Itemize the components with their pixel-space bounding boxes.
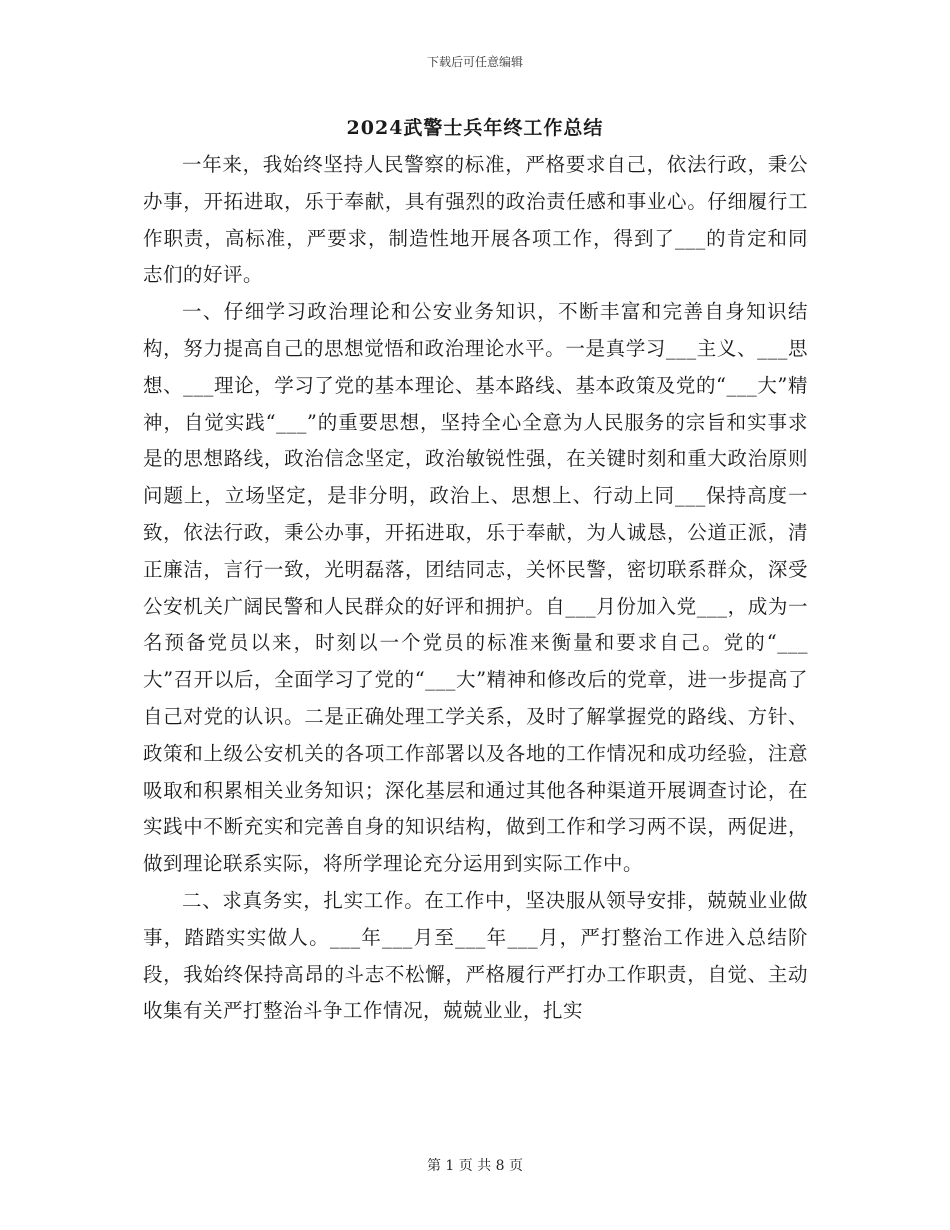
paragraph-section-1: 一、仔细学习政治理论和公安业务知识，不断丰富和完善自身知识结构，努力提高自己的思想觉悟和政治理论水平。一是真学习___主义、___思想、___理论，学习了党的基本理论、基本路线、基本政策及党的“___大”精神，自觉实践“___”的重要思想，坚持全心全意为人民服务的宗旨和实事求是的思想路线，政治信念坚定，政治敏锐性强，在关键时刻和重大政治原则问题上，立场坚定，是非分明，政治上、思想上、行动上同___保持高度一致，依法行政，秉公办事，开拓进取，乐于奉献，为人诚恳，公道正派，清正廉洁，言行一致，光明磊落，团结同志，关怀民警，密切联系群众，深受公安机关广阔民警和人民群众的好评和拥护。自___月份加入党___，成为一名预备党员以来，时刻以一个党员的标准来衡量和要求自己。党的“___大”召开以后，全面学习了党的“___大”精神和修改后的党章，进一步提高了自己对党的认识。二是正确处理工学关系，及时了解掌握党的路线、方针、政策和上级公安机关的各项工作部署以及各地的工作情况和成功经验，注意吸取和积累相关业务知识；深化基层和通过其他各种渠道开展调查讨论，在实践中不断充实和完善自身的知识结构，做到工作和学习两不误，两促进，做到理论联系实际，将所学理论充分运用到实际工作中。 (143, 300, 808, 876)
paragraph-section-2: 二、求真务实，扎实工作。在工作中，坚决服从领导安排，兢兢业业做事，踏踏实实做人。___年___月至___年___月，严打整治工作进入总结阶段，我始终保持高昂的斗志不松懈，严格履行严打办工作职责，自觉、主动收集有关严打整治斗争工作情况，兢兢业业，扎实 (143, 888, 808, 1023)
page-footer-number: 第 1 页 共 8 页 (426, 1158, 524, 1174)
page-header-note: 下载后可任意编辑 (426, 55, 523, 69)
document-title: 2024武警士兵年终工作总结 (346, 117, 604, 139)
paragraph-intro: 一年来，我始终坚持人民警察的标准，严格要求自己，依法行政，秉公办事，开拓进取，乐于奉献，具有强烈的政治责任感和事业心。仔细履行工作职责，高标准，严要求，制造性地开展各项工作，得到了___的肯定和同志们的好评。 (143, 153, 808, 287)
document-body (143, 147, 808, 1030)
